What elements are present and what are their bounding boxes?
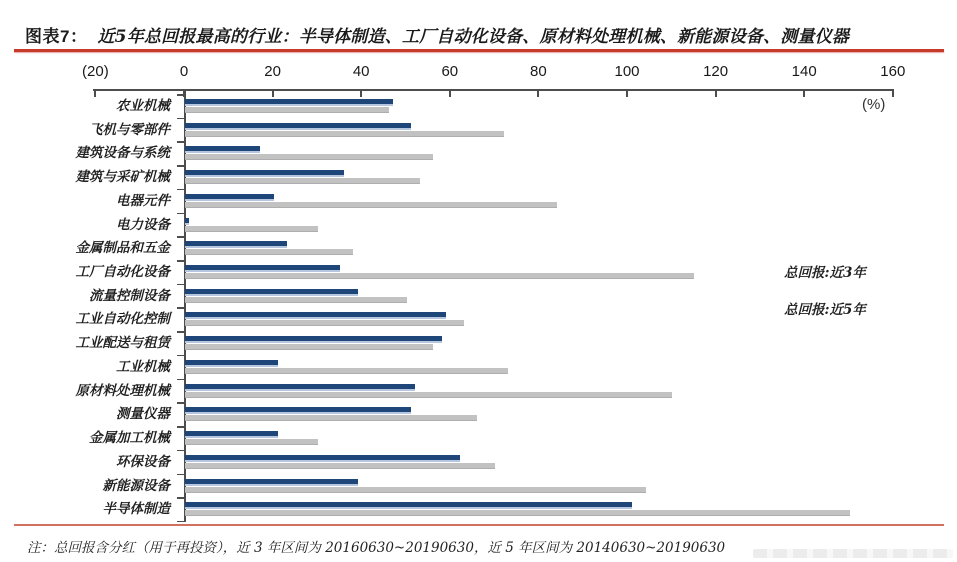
x-tick-label: 80 (530, 63, 547, 80)
figure-label: 图表7： (25, 27, 88, 46)
bar-3y-17 (185, 502, 632, 509)
bar-5y-1 (185, 131, 504, 137)
axis-unit-label: (%) (862, 96, 886, 113)
bar-3y-6 (185, 241, 287, 248)
x-tick-label: 120 (703, 63, 729, 80)
bar-3y-11 (185, 360, 278, 367)
category-label: 工业配送与租赁 (75, 335, 170, 352)
y-axis-stub (177, 307, 184, 309)
x-tick-label: 160 (880, 63, 906, 80)
x-tick-mark (360, 91, 362, 97)
bar-5y-16 (185, 487, 646, 493)
legend (768, 261, 866, 335)
legend-entry-3y (768, 261, 866, 281)
x-tick-label: 140 (791, 63, 817, 80)
y-axis-stub (177, 497, 184, 499)
chart-bottom-rule (14, 524, 944, 526)
bar-5y-3 (185, 178, 420, 184)
bar-3y-4 (185, 194, 274, 201)
category-label: 工业自动化控制 (75, 311, 170, 328)
y-axis-stub (177, 260, 184, 262)
x-tick-label: 20 (264, 63, 281, 80)
category-label: 电器元件 (116, 192, 170, 209)
x-tick-mark (272, 91, 274, 97)
legend-swatch-gray-icon (768, 304, 777, 313)
y-axis-stub (177, 141, 184, 143)
category-label: 电力设备 (116, 216, 170, 233)
legend-swatch-blue-icon (768, 267, 777, 276)
bar-3y-9 (185, 312, 446, 319)
bar-5y-14 (185, 439, 318, 445)
x-tick-mark (803, 91, 805, 97)
bar-5y-4 (185, 202, 557, 208)
bar-5y-8 (185, 297, 407, 303)
legend-label-5y: 总回报:近5年 (784, 302, 866, 318)
bar-3y-3 (185, 170, 344, 177)
bar-5y-5 (185, 226, 318, 232)
x-tick-label: (20) (82, 63, 109, 80)
category-label: 测量仪器 (116, 406, 170, 423)
title-underline-rule (14, 49, 944, 52)
bar-5y-15 (185, 463, 495, 469)
legend-entry-5y (768, 298, 866, 318)
bar-3y-1 (185, 123, 411, 130)
bar-3y-16 (185, 479, 358, 486)
y-axis-stub (177, 94, 184, 96)
bar-3y-8 (185, 289, 358, 296)
bar-5y-0 (185, 107, 389, 113)
legend-label-3y: 总回报:近3年 (784, 265, 866, 281)
y-axis-stub (177, 474, 184, 476)
x-tick-mark (537, 91, 539, 97)
category-label: 半导体制造 (102, 501, 170, 518)
category-label: 流量控制设备 (89, 287, 170, 304)
bar-3y-10 (185, 336, 442, 343)
bar-3y-7 (185, 265, 340, 272)
x-axis-line (93, 89, 894, 91)
category-label: 新能源设备 (102, 477, 170, 494)
bar-3y-13 (185, 407, 411, 414)
y-axis-stub (177, 379, 184, 381)
y-axis-stub (177, 236, 184, 238)
x-tick-label: 40 (352, 63, 370, 80)
x-tick-label: 100 (614, 63, 640, 80)
y-axis-stub (177, 331, 184, 333)
bar-3y-14 (185, 431, 278, 438)
category-label: 建筑设备与系统 (75, 145, 170, 162)
x-tick-label: 0 (179, 63, 189, 80)
figure-title-text: 近5年总回报最高的行业：半导体制造、工厂自动化设备、原材料处理机械、新能源设备、测量仪器 (97, 27, 850, 47)
y-axis-stub (177, 450, 184, 452)
bar-5y-12 (185, 392, 672, 398)
y-axis-stub (177, 521, 184, 523)
chart-title (25, 22, 945, 47)
y-axis-stub (177, 426, 184, 428)
x-tick-label: 60 (441, 63, 459, 80)
bar-5y-7 (185, 273, 694, 279)
category-label: 环保设备 (116, 453, 170, 470)
y-axis-stub (177, 402, 184, 404)
bar-5y-11 (185, 368, 508, 374)
watermark-smudge (753, 549, 953, 558)
y-axis-stub (177, 284, 184, 286)
bar-3y-2 (185, 146, 260, 153)
bar-3y-15 (185, 455, 460, 462)
bar-5y-6 (185, 249, 353, 255)
bar-5y-2 (185, 154, 433, 160)
x-tick-mark (626, 91, 628, 97)
y-axis-stub (177, 165, 184, 167)
y-axis-stub (177, 213, 184, 215)
category-label: 工业机械 (116, 358, 170, 375)
category-label: 建筑与采矿机械 (75, 169, 170, 186)
category-label: 原材料处理机械 (75, 382, 170, 399)
bar-5y-13 (185, 415, 477, 421)
bar-3y-12 (185, 384, 415, 391)
x-tick-mark (715, 91, 717, 97)
category-label: 金属制品和五金 (75, 240, 170, 257)
x-tick-mark (449, 91, 451, 97)
bar-5y-9 (185, 320, 464, 326)
category-label: 工厂自动化设备 (75, 264, 170, 281)
footnote: 注：总回报含分红（用于再投资），近 3 年区间为 20160630~20190630，近 5 年区间为 20140630~20190630 (27, 540, 726, 556)
category-label: 农业机械 (116, 98, 170, 114)
bar-5y-10 (185, 344, 433, 350)
y-axis-stub (177, 118, 184, 120)
bar-3y-5 (185, 218, 189, 225)
bar-3y-0 (185, 99, 393, 106)
bar-5y-17 (185, 510, 850, 516)
category-label: 金属加工机械 (89, 430, 170, 447)
y-axis-stub (177, 189, 184, 191)
y-axis-stub (177, 355, 184, 357)
category-label: 飞机与零部件 (89, 121, 170, 138)
